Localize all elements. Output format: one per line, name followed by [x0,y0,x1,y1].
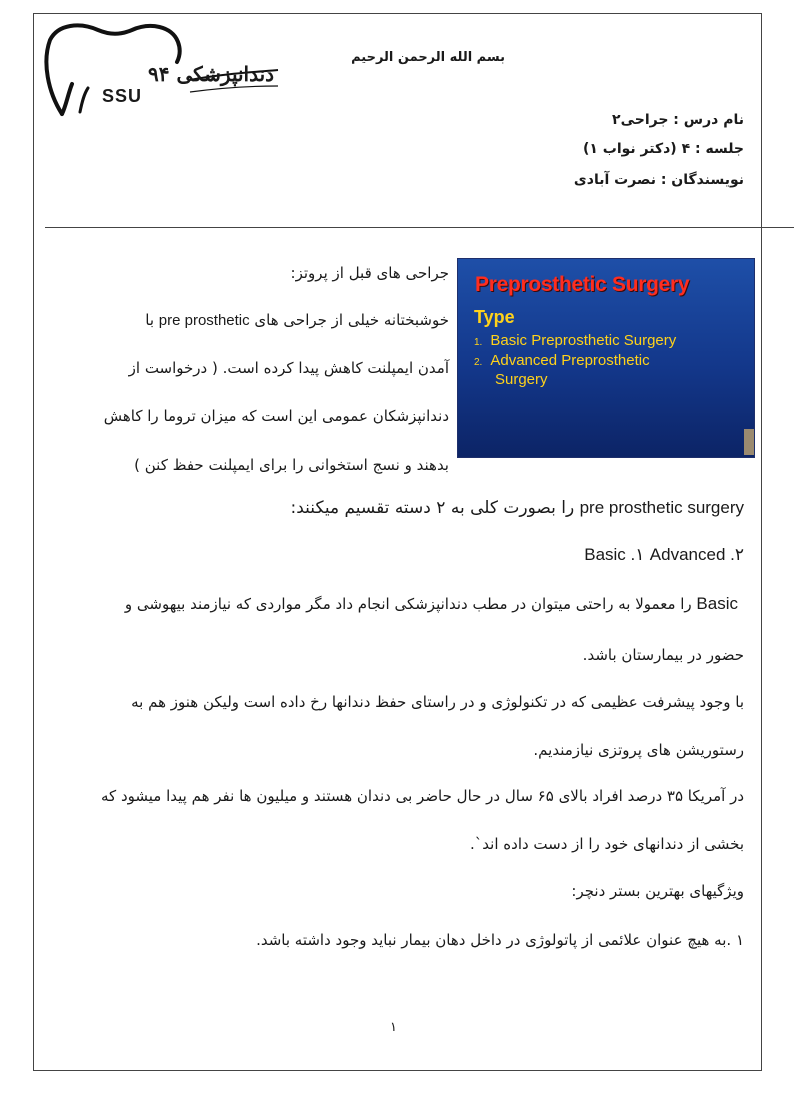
intro-line: خوشبختانه خیلی از جراحی های pre prosthetic با [145,311,449,329]
course-name: نام درس : جراحی۲ [612,112,744,128]
slide-item-number: 2. [474,357,483,368]
bismillah: بسم الله الرحمن الرحیم [351,50,505,65]
slide-progress-dots [538,450,668,456]
division-line: pre prosthetic surgery را بصورت کلی به ۲ دسته تقسیم میکنند: [290,498,744,518]
slide-item-text: Advanced Preprosthetic [490,352,650,369]
intro-line: دندانپزشکان عمومی این است که میزان تروما را کاهش [103,407,449,425]
logo-title: دندانپزشکی ۹۴ [148,62,275,86]
intro-line: آمدن ایمپلنت کاهش پیدا کرده است. ( درخواست از [128,359,449,377]
header-divider [45,227,794,228]
slide-title: Preprosthetic Surgery [475,273,690,296]
slide-corner-thumbnail [744,429,754,455]
slide-item-number: 1. [474,337,483,348]
technology-line: با وجود پیشرفت عظیمی که در تکنولوژی و در راستای حفظ دندانها رخ داده است ولیکن هنوز هم به [131,693,744,711]
slide-list-item [474,331,676,352]
session-info: جلسه : ۴ (دکتر نواب ۱) [582,141,744,157]
features-title: ویژگیهای بهترین بستر دنچر: [571,882,744,900]
technology-line-cont: رستوریشن های پروتزی نیازمندیم. [533,741,744,759]
usa-statistic-line-cont: بخشی از دندانهای خود را از دست داده اند`. [470,835,744,853]
slide-list-item [495,370,548,389]
slide-item-text: Basic Preprosthetic Surgery [490,332,677,349]
slide-heading: Type [474,307,515,327]
types-line: Basic .۱ Advanced .۲ [584,545,744,564]
feature-item: ۱ .به هیچ عنوان علائمی از پاتولوژی در داخل دهان بیمار نباید وجود داشته باشد. [256,931,744,949]
basic-line-cont: حضور در بیمارستان باشد. [582,646,744,664]
logo-tag: SSU [102,86,143,106]
slide-item-text: Surgery [495,371,548,388]
intro-line: بدهند و نسج استخوانی را برای ایمپلنت حفظ کنن ) [134,456,449,474]
authors: نویسندگان : نصرت آبادی [573,172,744,188]
page-number: ۱ [390,1020,397,1035]
slide-image [457,258,755,458]
ssu-dentistry-logo [40,22,280,132]
intro-heading: جراحی های قبل از پروتز: [290,264,449,282]
basic-line: Basic را معمولا به راحتی میتوان در مطب دندانپزشکی انجام داد مگر مواردی که نیازمند بیهوشی و [124,594,738,613]
slide-list-item [474,351,650,372]
usa-statistic-line: در آمریکا ۳۵ درصد افراد بالای ۶۵ سال در حال حاضر بی دندان هستند و میلیون ها نفر هم پیدا میشود که [101,787,744,805]
